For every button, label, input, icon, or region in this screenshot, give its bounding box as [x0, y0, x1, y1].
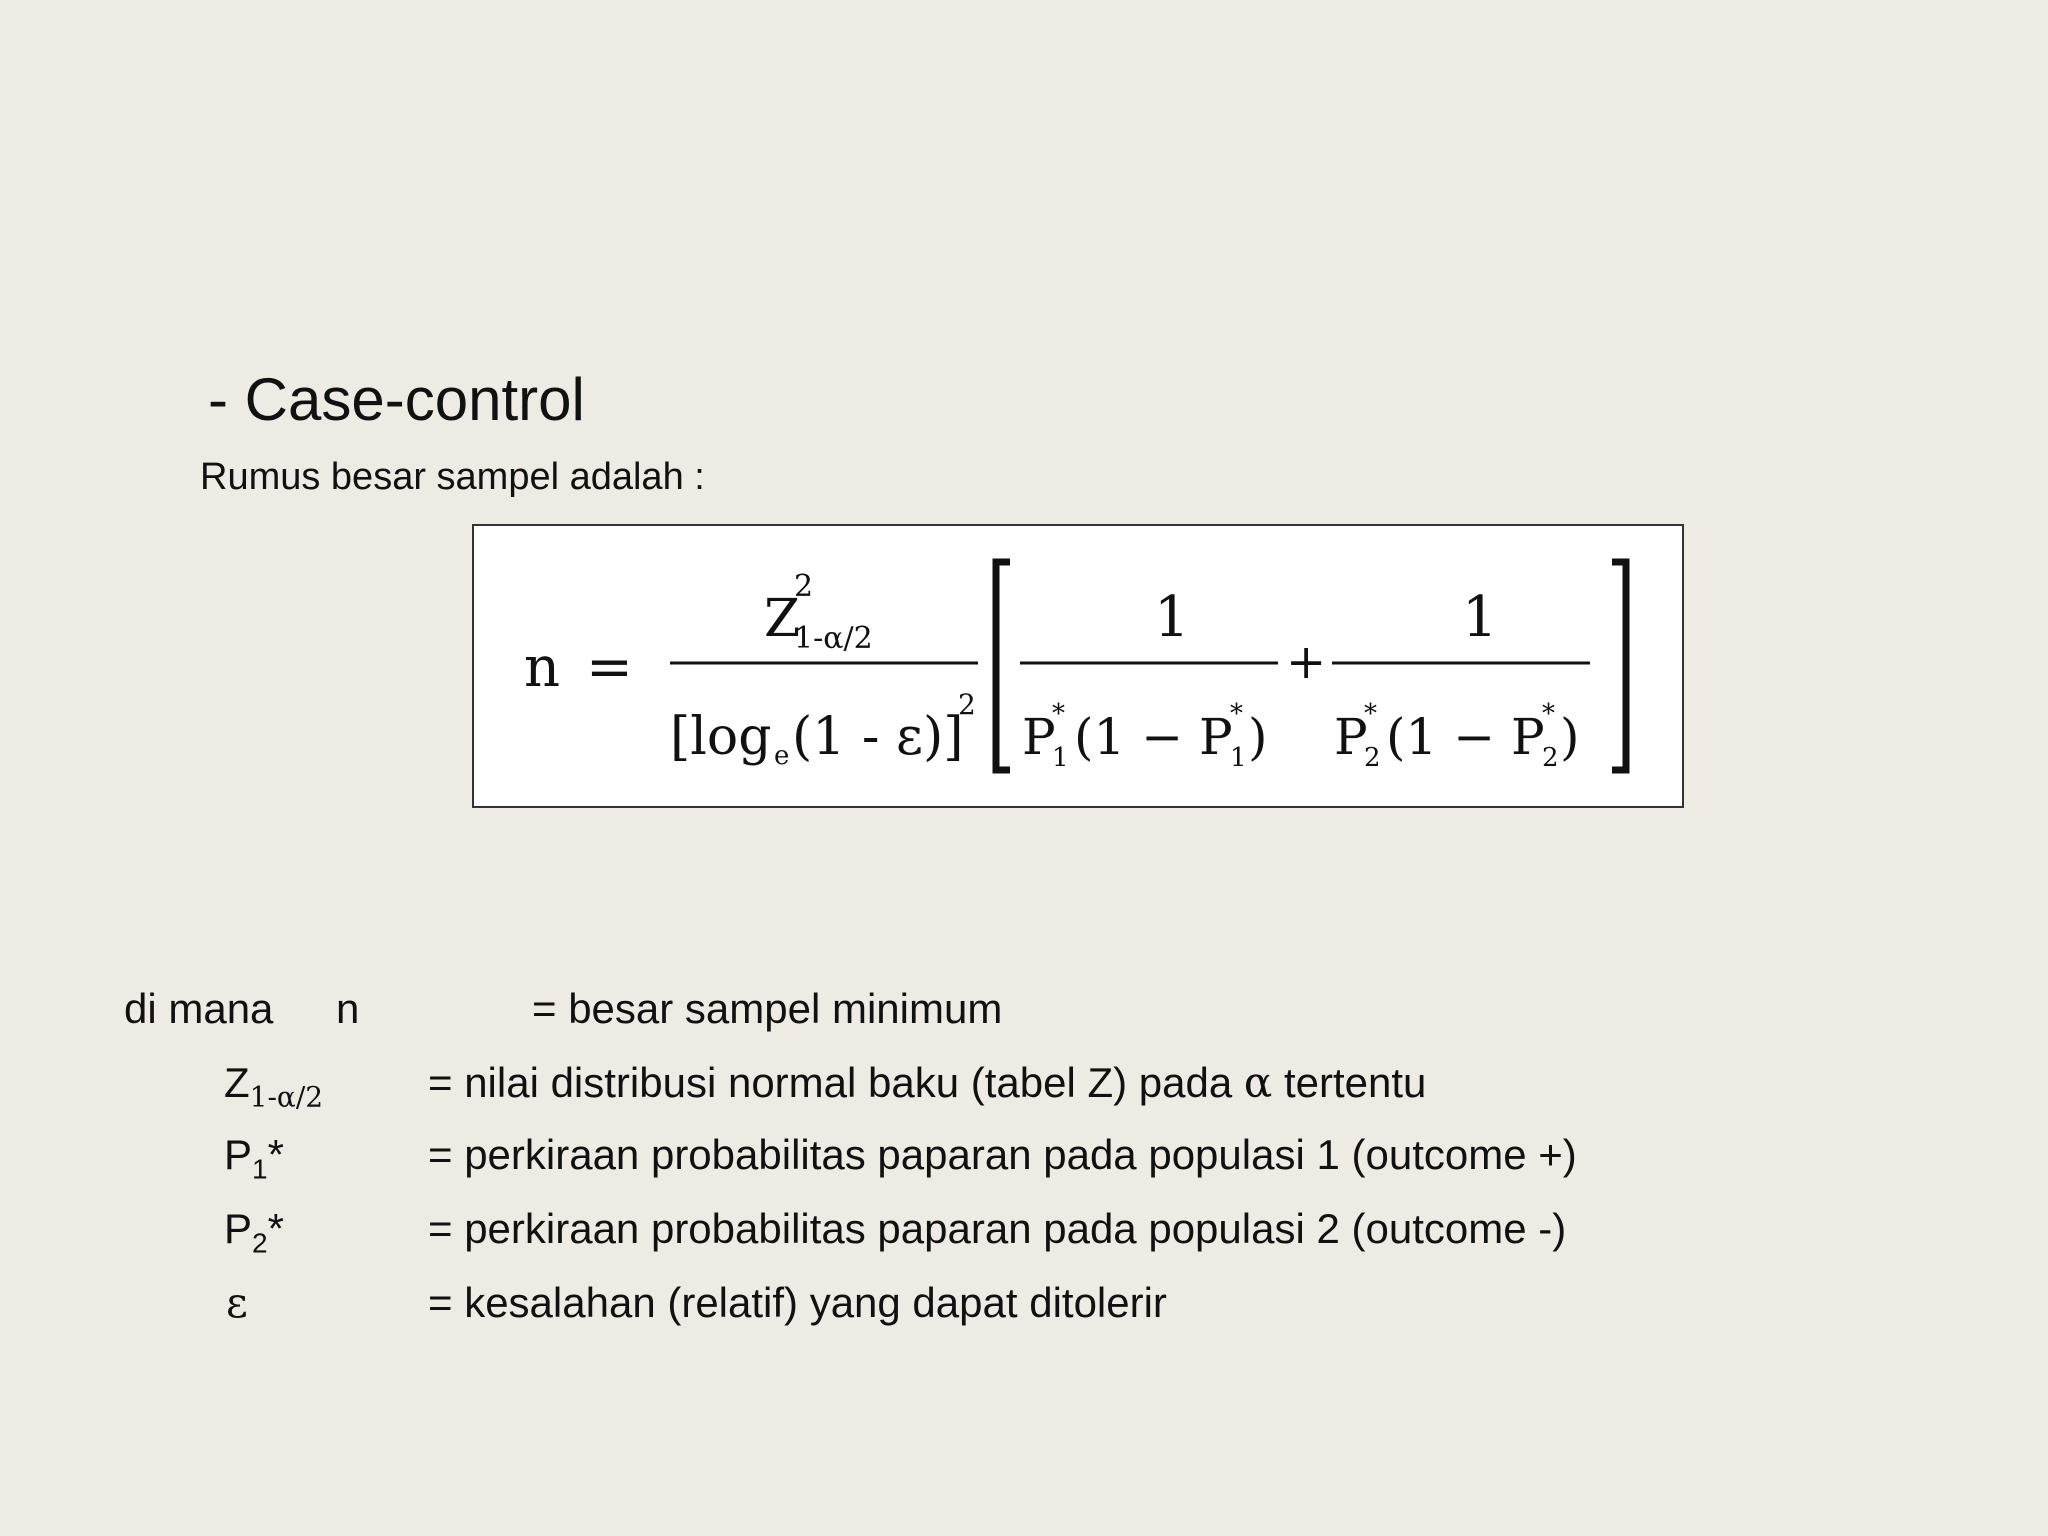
formula-term2-sub-2: 2 — [1542, 743, 1559, 773]
definition-symbol-p1 — [224, 1131, 284, 1185]
formula-z-sup: 2 — [794, 569, 814, 604]
definition-symbol-p2-sub: 2 — [252, 1227, 268, 1259]
definition-text-p2: = perkiraan probabilitas paparan pada populasi 2 (outcome -) — [428, 1205, 1567, 1252]
formula-z-base: Z — [764, 589, 801, 649]
definition-symbol-n: n — [336, 985, 360, 1032]
formula-plus: + — [1286, 634, 1327, 690]
definition-text-z-a: = nilai distribusi normal baku (tabel Z) pada — [428, 1059, 1244, 1106]
formula-term2-close: ) — [1560, 708, 1580, 766]
definitions-intro: di mana — [124, 985, 274, 1032]
formula-term1-sup: * — [1052, 699, 1065, 729]
formula-denominator-sup: 2 — [958, 688, 976, 721]
formula-term1-sub: 1 — [1052, 743, 1069, 773]
formula-denominator-rest: (1 - ε)] — [792, 707, 964, 767]
formula-term2-sup: * — [1364, 699, 1377, 729]
definition-symbol-z-base: Z — [224, 1059, 250, 1106]
formula-lhs: n — [524, 635, 561, 700]
formula-term2-rest: (1 − P — [1386, 708, 1545, 766]
formula-log-sub: e — [774, 741, 790, 771]
section-heading: - Case-control — [208, 366, 585, 433]
definition-text-z-b: tertentu — [1272, 1059, 1427, 1106]
formula-term2-numerator: 1 — [1462, 585, 1498, 650]
formula-term1-sup-2: * — [1230, 699, 1243, 729]
definition-symbol-epsilon: ε — [226, 1278, 248, 1327]
formula-term1-sub-2: 1 — [1230, 743, 1247, 773]
formula-left-bracket — [996, 562, 1010, 770]
definition-symbol-p2-star: * — [267, 1205, 284, 1252]
sample-size-formula — [472, 524, 1684, 808]
definition-symbol-p1-sub: 1 — [252, 1153, 268, 1185]
formula-graphic — [474, 526, 1682, 806]
definition-text-z — [428, 1058, 1427, 1107]
formula-term1-rest: (1 − P — [1074, 708, 1233, 766]
definition-symbol-p2 — [224, 1205, 284, 1259]
definition-text-epsilon: = kesalahan (relatif) yang dapat ditolerir — [428, 1279, 1167, 1326]
definition-symbol-z-sub: 1-α/2 — [249, 1080, 324, 1114]
formula-equals: = — [586, 635, 633, 700]
definition-symbol-p1-star: * — [267, 1131, 284, 1178]
definition-text-p1: = perkiraan probabilitas paparan pada populasi 1 (outcome +) — [428, 1131, 1577, 1178]
formula-intro-text: Rumus besar sampel adalah : — [200, 456, 705, 498]
formula-right-bracket — [1612, 562, 1626, 770]
definition-symbol-p2-base: P — [224, 1205, 253, 1252]
definition-text-n: = besar sampel minimum — [532, 985, 1003, 1032]
formula-term2-sup-2: * — [1542, 699, 1555, 729]
formula-z-sub: 1-α/2 — [794, 621, 873, 656]
formula-log: [log — [670, 707, 772, 767]
formula-term1-numerator: 1 — [1154, 585, 1190, 650]
formula-term2-p: P — [1334, 708, 1368, 766]
definition-text-z-greek: α — [1243, 1058, 1273, 1107]
definition-symbol-p1-base: P — [224, 1131, 253, 1178]
formula-term2-sub: 2 — [1364, 743, 1381, 773]
definition-symbol-z — [224, 1059, 324, 1114]
formula-term1-p: P — [1022, 708, 1056, 766]
formula-term1-close: ) — [1248, 708, 1268, 766]
